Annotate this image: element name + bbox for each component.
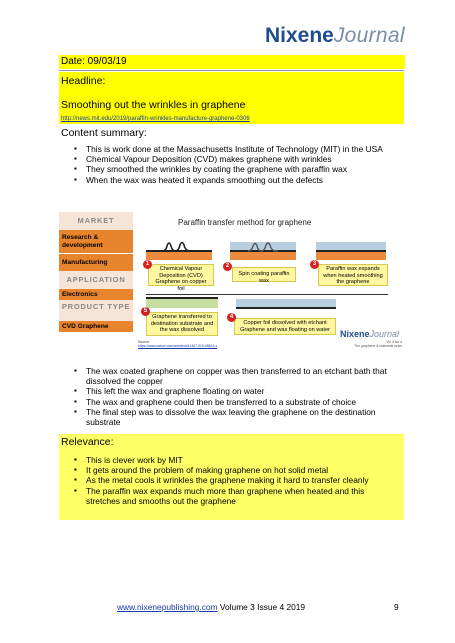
list-item: ▪ This is clever work by MIT <box>60 455 400 465</box>
figure-divider <box>146 294 388 295</box>
step-label: Spin coating paraffin wax <box>232 267 296 282</box>
product-item: CVD Graphene <box>59 321 133 332</box>
wax-layer <box>316 242 386 250</box>
headline-link[interactable]: http://news.mit.edu/2019/paraffin-wrinkles-manufacture-graphene-0306 <box>61 116 250 122</box>
mini-logo-tagline <box>350 340 402 348</box>
copper-foil <box>316 252 386 260</box>
step-label: Chemical Vapour Deposition (CVD) Graphene on copper foil <box>148 264 214 286</box>
headline-title: Smoothing out the wrinkles in graphene <box>61 99 246 111</box>
application-item: Electronics <box>59 289 133 300</box>
step-number: 5 <box>141 307 150 316</box>
source-label: Source: <box>138 340 150 344</box>
headline-label: Headline: <box>61 75 106 87</box>
footer-link[interactable]: www.nixenepublishing.com <box>117 602 218 612</box>
tagline-line: Vol 3 Iss 4 <box>386 340 402 344</box>
footer-issue: Volume 3 Issue 4 2019 <box>217 602 306 612</box>
list-item: ▪ Chemical Vapour Deposition (CVD) makes graphene with wrinkles <box>60 154 400 164</box>
wrinkle-graphic <box>162 240 196 252</box>
step-number: 2 <box>223 262 232 271</box>
process-list <box>60 366 400 427</box>
tagline-line: The graphene & materials news <box>354 344 402 348</box>
list-item: ▪ The wax coated graphene on copper was then transferred to an etchant bath that dissolved the copper <box>60 366 400 386</box>
list-item: ▪ It gets around the problem of making graphene on hot solid metal <box>60 465 400 475</box>
step-number: 1 <box>143 260 152 269</box>
source-link[interactable]: https://www.nature.com/articles/s41467-019-08813-x <box>138 344 218 348</box>
list-item: ▪ This left the wax and graphene floating on water <box>60 386 400 396</box>
list-item: ▪ The paraffin wax expands much more than graphene when heated and this stretches and smooths out the graphene <box>60 486 400 506</box>
step-label: Copper foil dissolved with etchant Graphene and wax floating on water <box>234 318 336 335</box>
graphene-layer <box>236 307 336 309</box>
list-item: ▪ The wax and graphene could then be transferred to a substrate of choice <box>60 397 400 407</box>
copper-foil <box>146 252 212 260</box>
content-summary-list <box>60 144 400 185</box>
mini-logo-part2: Journal <box>369 329 400 339</box>
list-item: ▪ When the wax was heated it expands smoothing out the defects <box>60 175 400 185</box>
mini-logo <box>340 329 399 339</box>
mini-logo-part1: Nixene <box>340 329 370 339</box>
list-item: ▪ The final step was to dissolve the wax leaving the graphene on the destination substrate <box>60 407 400 427</box>
step-label: Paraffin wax expands when heated smoothing the graphene <box>318 264 388 286</box>
figure-title: Paraffin transfer method for graphene <box>178 218 312 227</box>
market-item: Research & development <box>59 230 133 254</box>
logo-part2: Journal <box>333 24 405 47</box>
step-number: 4 <box>227 313 236 322</box>
page-number: 9 <box>394 602 399 612</box>
journal-logo <box>265 24 405 54</box>
list-item: ▪ As the metal cools it wrinkles the graphene making it hard to transfer cleanly <box>60 475 400 485</box>
graphene-layer <box>146 297 218 299</box>
relevance-list <box>60 455 400 506</box>
step-number: 3 <box>310 260 319 269</box>
destination-substrate <box>146 298 218 308</box>
list-item: ▪ This is work done at the Massachusetts Institute of Technology (MIT) in the USA <box>60 144 400 154</box>
product-header: PRODUCT TYPE <box>59 300 133 321</box>
figure-sidebar <box>59 212 133 332</box>
copper-foil <box>230 252 296 260</box>
footer <box>117 602 317 612</box>
divider <box>59 70 404 71</box>
wax-layer <box>236 299 336 307</box>
list-item: ▪ They smoothed the wrinkles by coating the graphene with paraffin wax <box>60 164 400 174</box>
content-summary-title: Content summary: <box>61 127 147 139</box>
relevance-title: Relevance: <box>61 436 114 448</box>
market-header: MARKET <box>59 212 133 230</box>
logo-part1: Nixene <box>265 24 334 47</box>
step-label: Graphene transferred to destination substrate and the wax dissolved <box>146 312 218 336</box>
market-item: Manufacturing <box>59 254 133 271</box>
wrinkle-graphic <box>248 240 278 252</box>
date-line: Date: 09/03/19 <box>59 55 405 69</box>
application-header: APPLICATION <box>59 271 133 289</box>
figure-source <box>138 340 217 348</box>
graphene-layer <box>316 250 386 252</box>
